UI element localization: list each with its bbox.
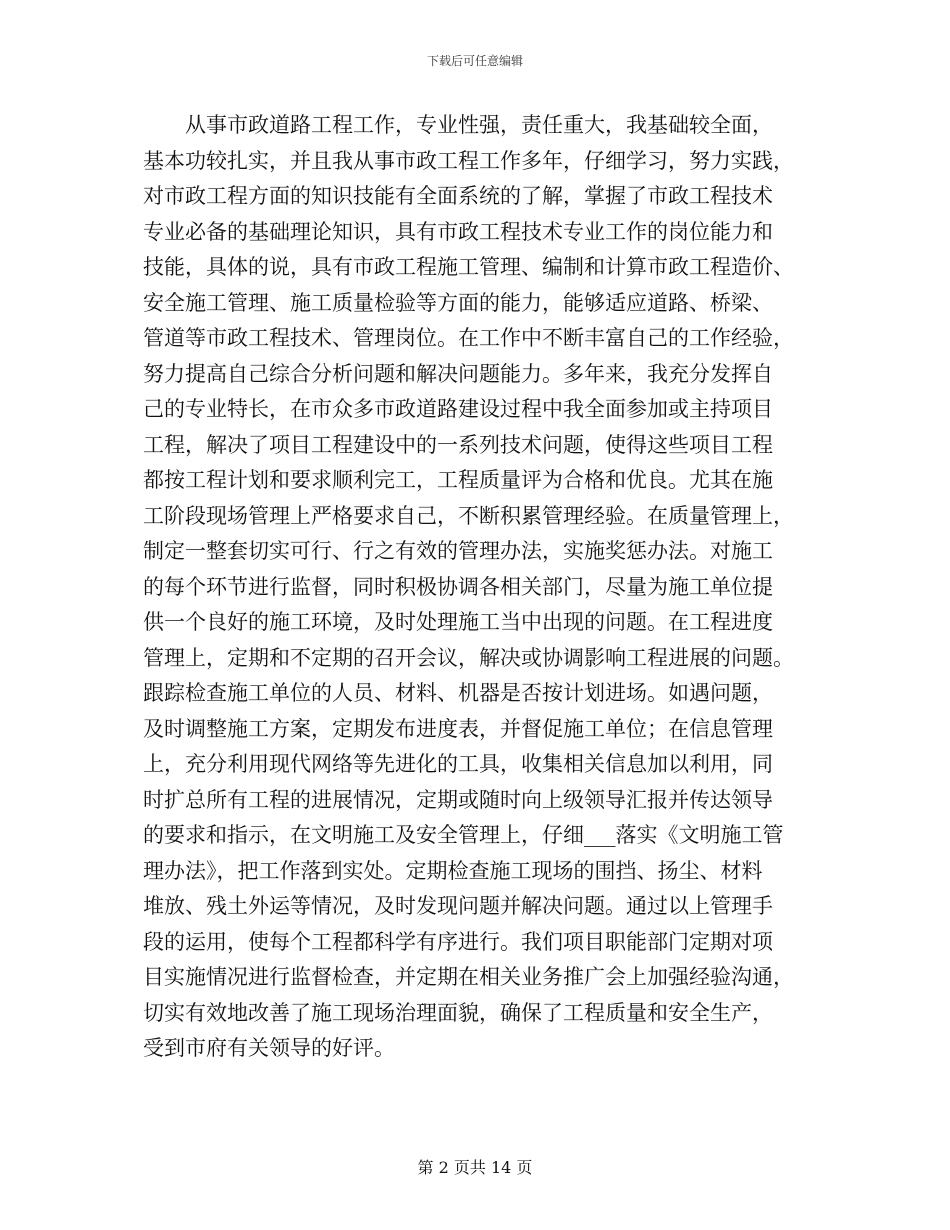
text-line: 的每个环节进行监督，同时积极协调各相关部门，尽量为施工单位提	[143, 574, 773, 599]
text-line: 对市政工程方面的知识技能有全面系统的了解，掌握了市政工程技术	[143, 184, 773, 208]
text-line: 制定一整套切实可行、行之有效的管理办法，实施奖惩办法。对施工	[143, 539, 773, 563]
text-line: 己的专业特长，在市众多市政道路建设过程中我全面参加或主持项目	[143, 397, 773, 421]
page-number: 第 2 页共 14 页	[417, 1158, 533, 1177]
text-line: 段的运用，使每个工程都科学有序进行。我们项目职能部门定期对项	[143, 929, 773, 954]
text-line: 时扩总所有工程的进展情况，定期或随时向上级领导汇报并传达领导	[143, 787, 773, 812]
text-line: 受到市府有关领导的好评。	[143, 1036, 395, 1060]
text-line: 都按工程计划和要求顺利完工，工程质量评为合格和优良。尤其在施	[143, 468, 773, 492]
text-line: 基本功较扎实，并且我从事市政工程工作多年，仔细学习，努力实践，	[143, 148, 794, 173]
text-line: 安全施工管理、施工质量检验等方面的能力，能够适应道路、桥梁、	[143, 290, 773, 315]
text-line: 切实有效地改善了施工现场治理面貌，确保了工程质量和安全生产，	[143, 1000, 773, 1025]
text-line: 堆放、残土外运等情况，及时发现问题并解决问题。通过以上管理手	[143, 894, 773, 918]
text-line: 技能，具体的说，具有市政工程施工管理、编制和计算市政工程造价、	[143, 255, 794, 279]
text-line: 供一个良好的施工环境，及时处理施工当中出现的问题。在工程进度	[143, 610, 773, 634]
text-line: 工阶段现场管理上严格要求自己，不断积累管理经验。在质量管理上，	[143, 503, 794, 528]
text-line: 管道等市政工程技术、管理岗位。在工作中不断丰富自己的工作经验，	[143, 326, 794, 350]
text-line: 管理上，定期和不定期的召开会议，解决或协调影响工程进展的问题。	[143, 645, 794, 670]
document-body	[143, 108, 807, 1067]
text-line: 专业必备的基础理论知识，具有市政工程技术专业工作的岗位能力和	[143, 219, 773, 244]
text-line: 理办法》，把工作落到实处。定期检查施工现场的围挡、扬尘、材料	[143, 858, 763, 883]
text-line: 努力提高自己综合分析问题和解决问题能力。多年来，我充分发挥自	[143, 361, 773, 386]
text-line: 从事市政道路工程工作，专业性强，责任重大，我基础较全面，	[185, 113, 773, 137]
text-line: 的要求和指示，在文明施工及安全管理上，仔细___落实《文明施工管	[143, 823, 784, 847]
text-line: 上，充分利用现代网络等先进化的工具，收集相关信息加以利用，同	[143, 752, 773, 776]
text-line: 工程，解决了项目工程建设中的一系列技术问题，使得这些项目工程	[143, 432, 773, 457]
text-line: 及时调整施工方案，定期发布进度表，并督促施工单位；在信息管理	[143, 716, 773, 741]
text-line: 目实施情况进行监督检查，并定期在相关业务推广会上加强经验沟通，	[143, 965, 794, 989]
download-note: 下载后可任意编辑	[426, 54, 523, 68]
text-line: 跟踪检查施工单位的人员、材料、机器是否按计划进场。如遇问题，	[143, 681, 773, 705]
